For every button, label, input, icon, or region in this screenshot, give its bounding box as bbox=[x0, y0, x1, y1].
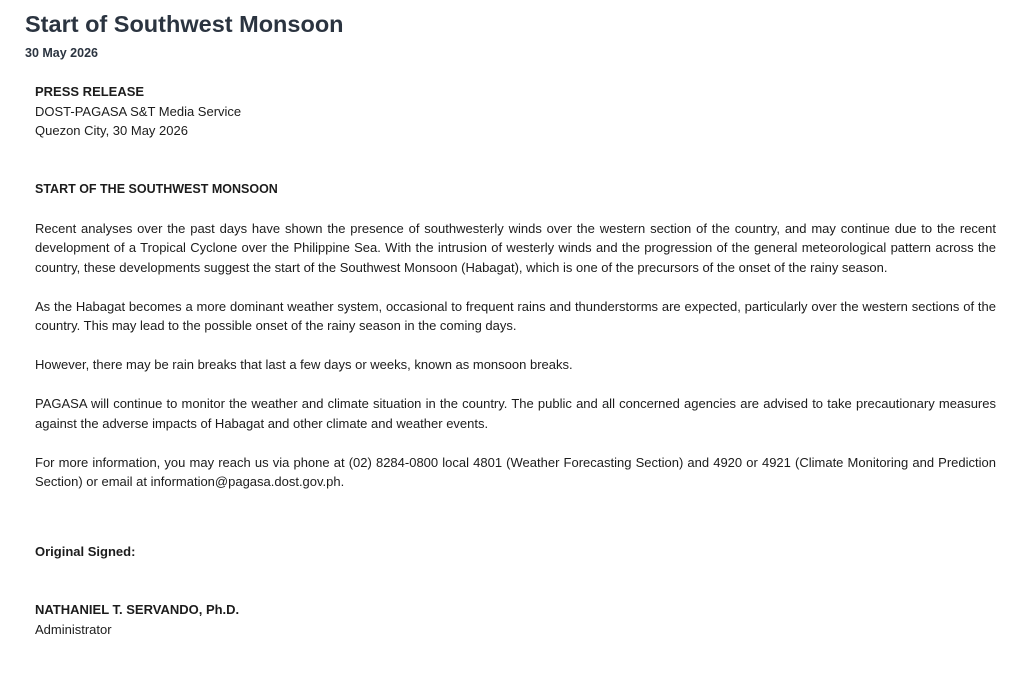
paragraph-monsoon-breaks: However, there may be rain breaks that last a few days or weeks, known as monsoon breaks. bbox=[35, 357, 573, 372]
signature-status: Original Signed: bbox=[35, 543, 136, 559]
signatory-position: Administrator bbox=[35, 621, 112, 637]
paragraph-monitoring: PAGASA will continue to monitor the weather and climate situation in the country. The public and all concerned agencies are advised to take precautionary measures against the adverse impacts of Habagat and other climate and weather events. bbox=[35, 396, 996, 431]
signatory-block bbox=[35, 600, 996, 639]
release-location-date: Quezon City, 30 May 2026 bbox=[35, 123, 188, 138]
page-title: Start of Southwest Monsoon bbox=[25, 11, 344, 37]
release-header bbox=[35, 82, 996, 141]
release-source: DOST-PAGASA S&T Media Service bbox=[35, 103, 242, 119]
paragraph-contact-info: For more information, you may reach us via phone at (02) 8284-0800 local 4801 (Weather Forecasting Section) and 4920 or 4921 (Climate Monitoring and Prediction Section) or email at information@pagasa.dost.gov.ph. bbox=[35, 454, 996, 489]
paragraph-analysis: Recent analyses over the past days have shown the presence of southwesterly winds over the western section of the country, and may continue due to the recent development of a Tropical Cyclone over the Philippine Sea. With the intrusion of westerly winds and the progression of the general meteorological pattern across the country, these developments suggest the start of the Southwest Monsoon (Habagat), which is one of the precursors of the onset of the rainy season. bbox=[35, 220, 996, 275]
signatory-name: NATHANIEL T. SERVANDO, Ph.D. bbox=[35, 602, 240, 617]
publish-date: 30 May 2026 bbox=[25, 46, 98, 60]
release-label: PRESS RELEASE bbox=[35, 84, 145, 99]
section-heading: START OF THE SOUTHWEST MONSOON bbox=[35, 181, 278, 196]
paragraph-habagat: As the Habagat becomes a more dominant weather system, occasional to frequent rains and thunderstorms are expected, particularly over the western sections of the country. This may lead to the possible onset of the rainy season in the coming days. bbox=[35, 298, 996, 333]
press-release-content bbox=[35, 82, 996, 639]
